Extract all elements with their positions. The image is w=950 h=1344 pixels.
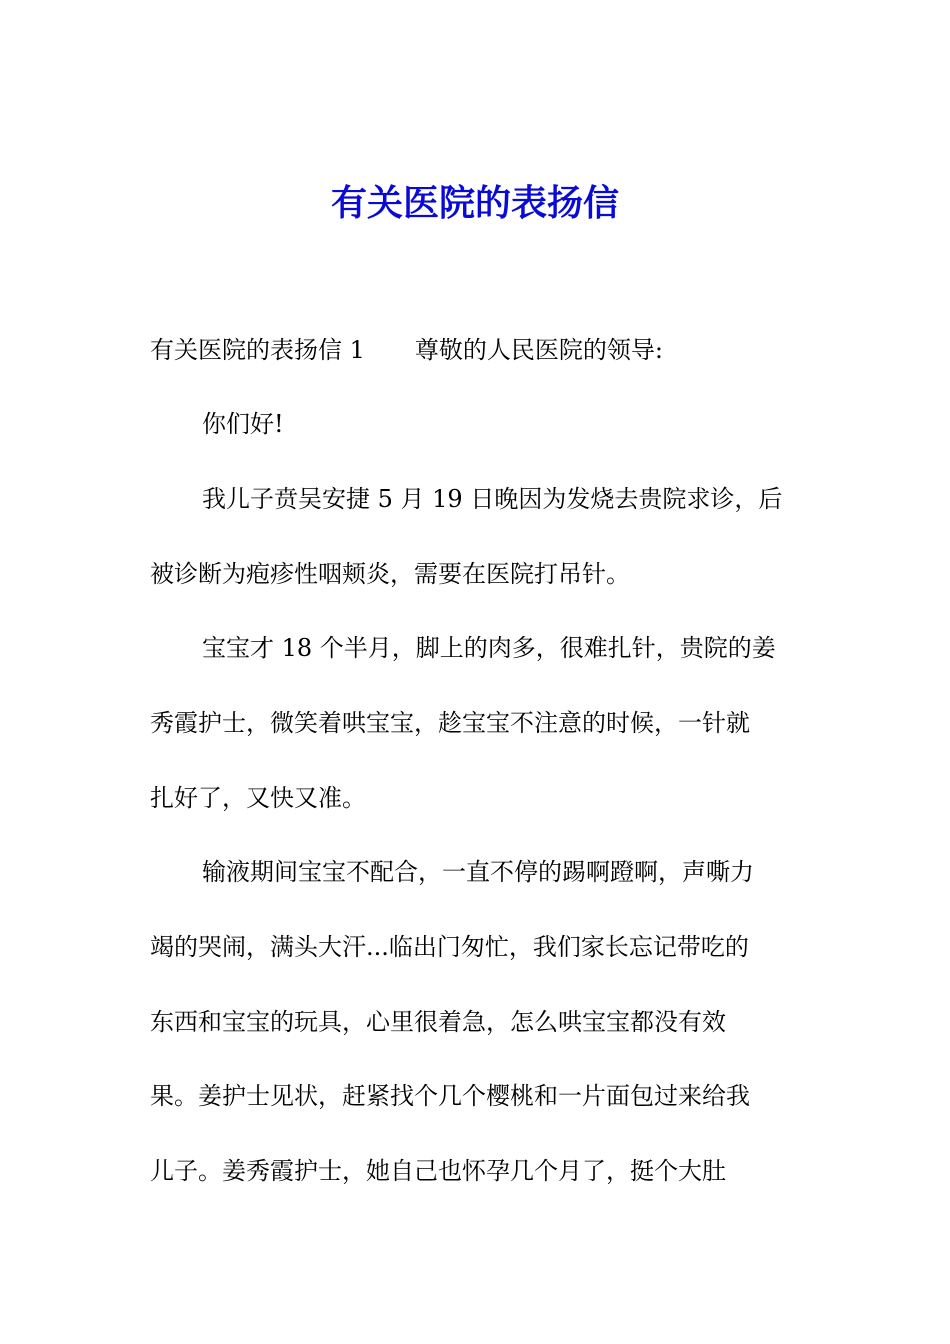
paragraph-line: 宝宝才 18 个半月，脚上的肉多，很难扎针，贵院的姜 bbox=[202, 634, 776, 662]
paragraph-line: 儿子。姜秀霞护士，她自己也怀孕几个月了，挺个大肚 bbox=[150, 1157, 726, 1185]
document-title: 有关医院的表扬信 bbox=[330, 182, 619, 224]
salutation: 尊敬的人民医院的领导: bbox=[414, 336, 663, 364]
paragraph-line: 秀霞护士，微笑着哄宝宝，趁宝宝不注意的时候，一针就 bbox=[150, 709, 750, 737]
heading-line bbox=[150, 332, 663, 368]
paragraph-line: 果。姜护士见状，赶紧找个几个樱桃和一片面包过来给我 bbox=[150, 1082, 750, 1110]
paragraph-line: 输液期间宝宝不配合，一直不停的踢啊蹬啊，声嘶力 bbox=[202, 858, 754, 886]
paragraph-line: 扎好了，又快又准。 bbox=[150, 784, 366, 812]
paragraph-line: 竭的哭闹，满头大汗...临出门匆忙，我们家长忘记带吃的 bbox=[150, 933, 749, 961]
paragraph-line: 东西和宝宝的玩具，心里很着急，怎么哄宝宝都没有效 bbox=[150, 1008, 726, 1036]
paragraph-line: 被诊断为疱疹性咽颊炎，需要在医院打吊针。 bbox=[150, 560, 630, 588]
greeting: 你们好! bbox=[202, 410, 284, 438]
paragraph-line: 我儿子贲吴安捷 5 月 19 日晚因为发烧去贵院求诊，后 bbox=[202, 485, 783, 513]
letter-heading: 有关医院的表扬信 1 bbox=[150, 336, 365, 364]
